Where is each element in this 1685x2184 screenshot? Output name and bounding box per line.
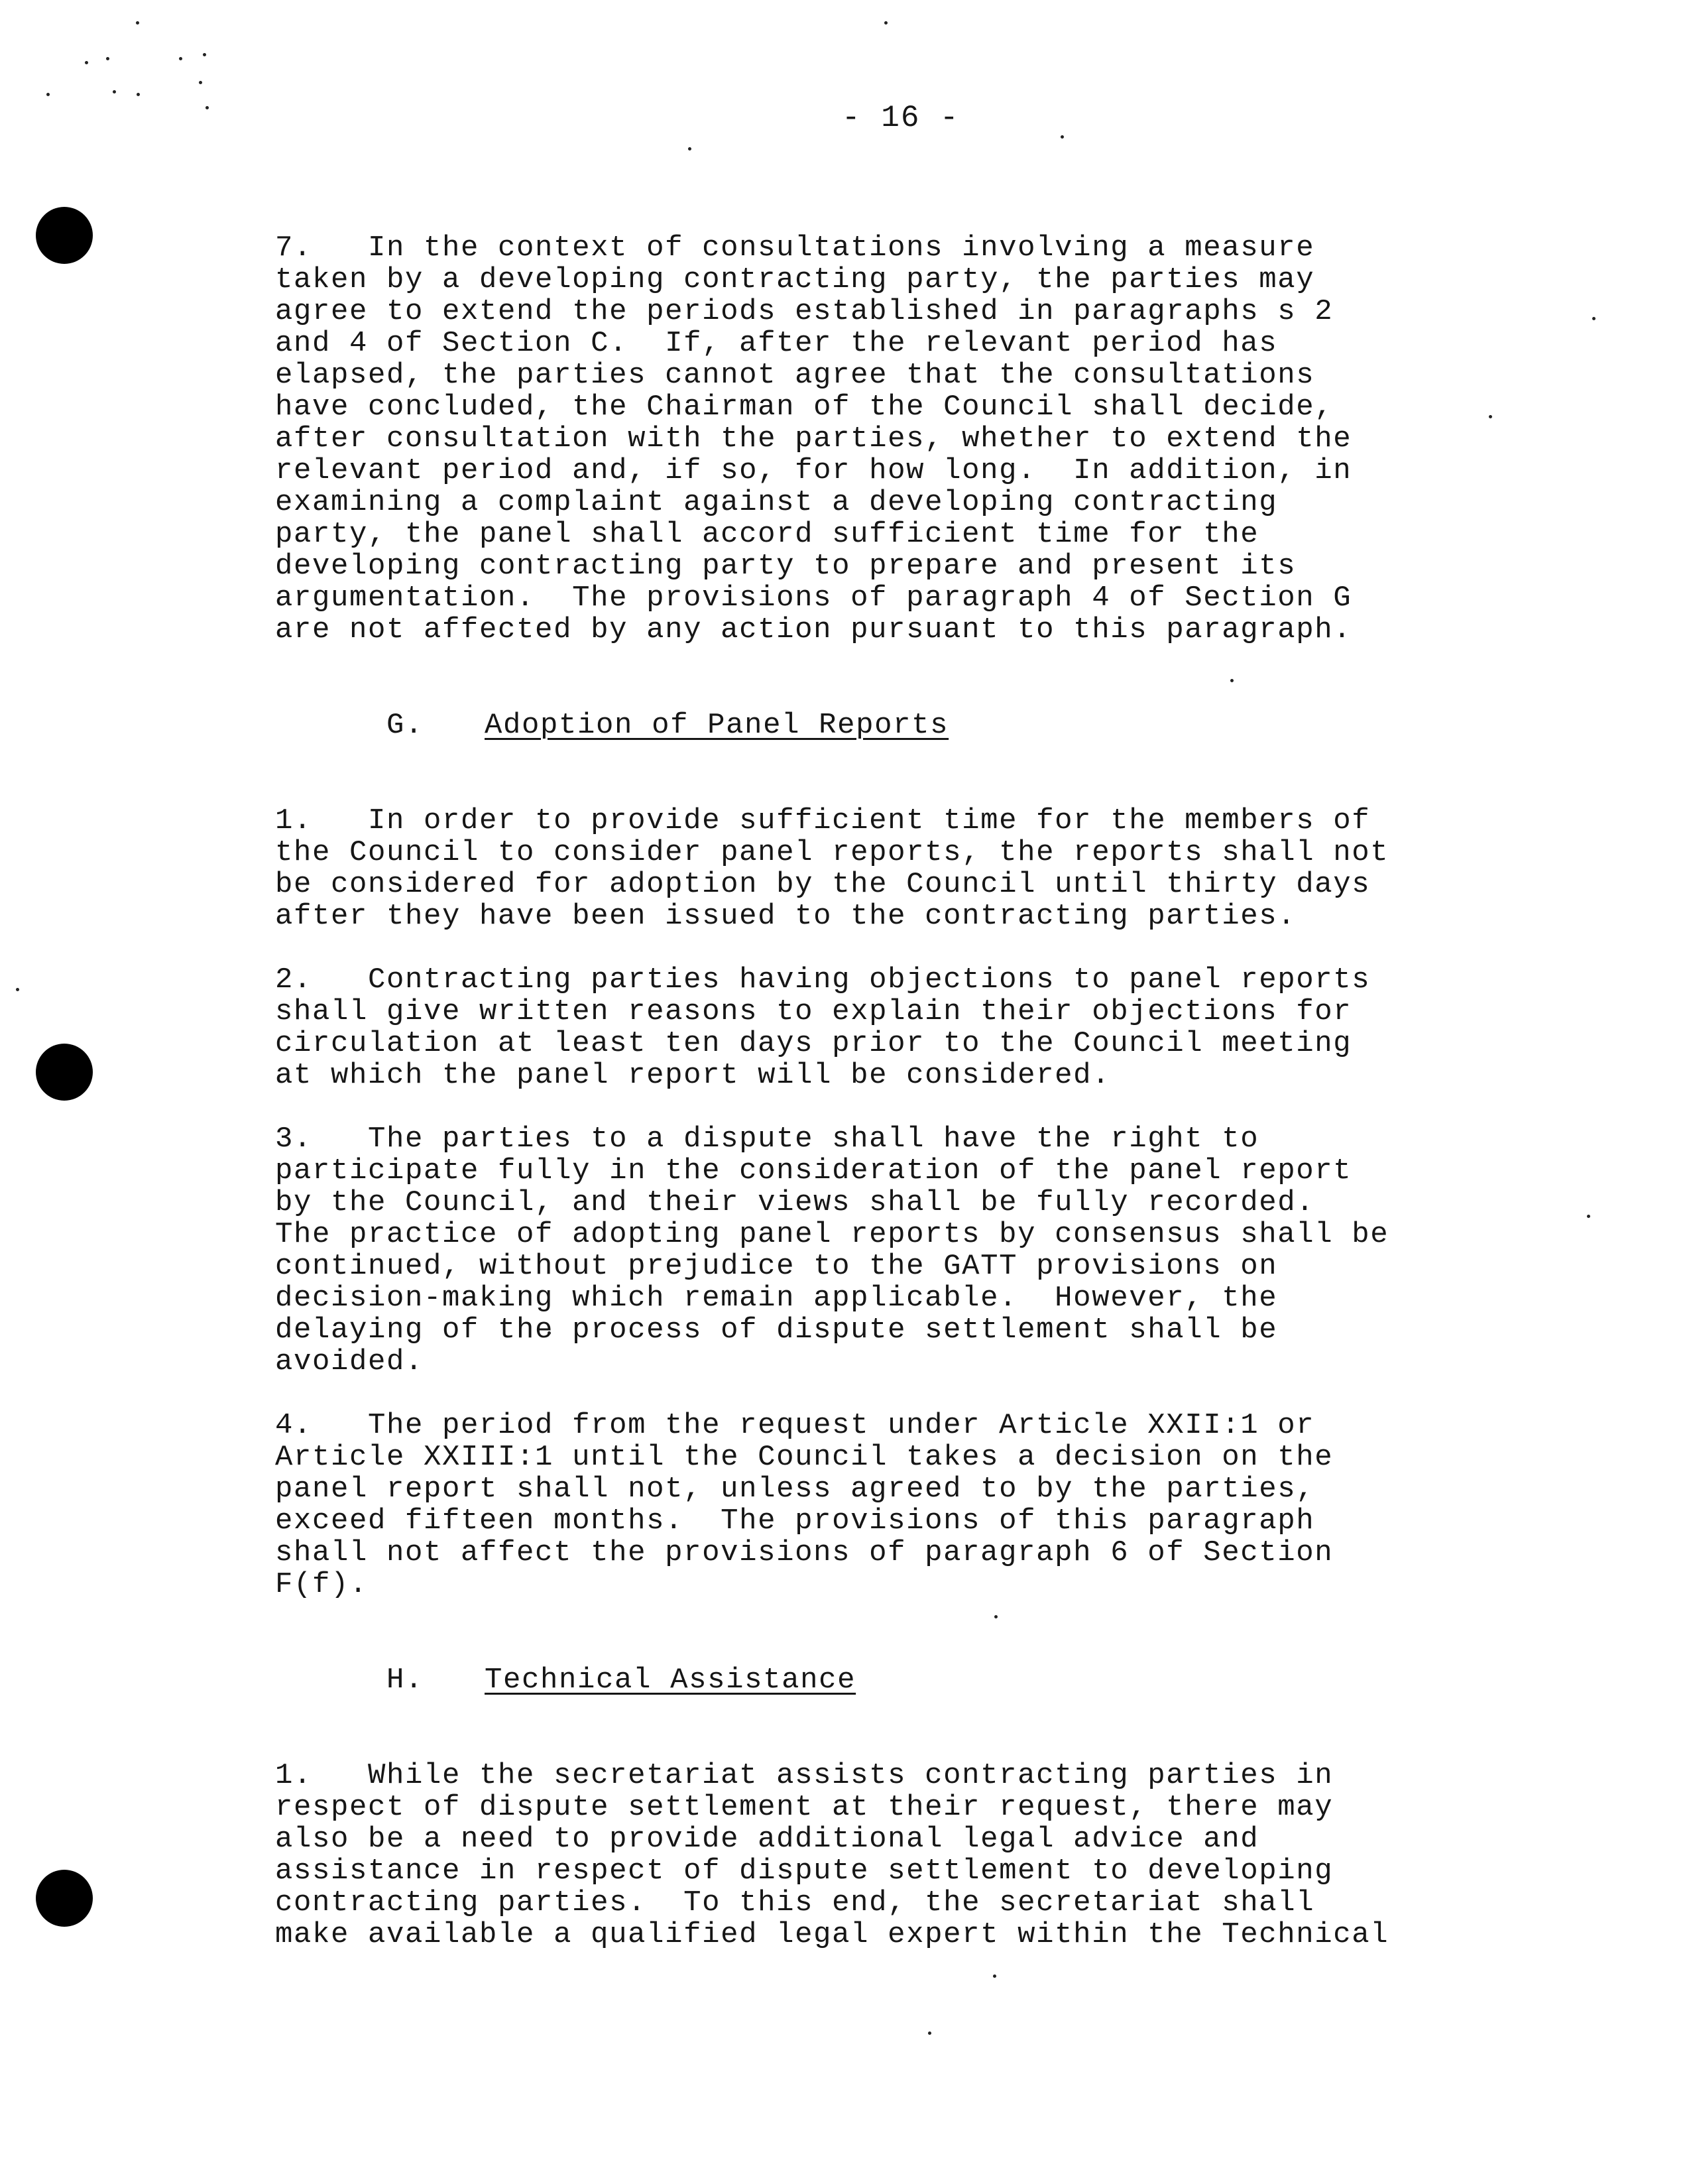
text-line: continued, without prejudice to the GATT provisions on [275,1250,1278,1283]
text-line: shall not affect the provisions of paragraph 6 of Section [275,1536,1334,1569]
text-line: by the Council, and their views shall be fully recorded. [275,1186,1315,1219]
scan-speck [1592,317,1596,320]
text-line: The practice of adopting panel reports by consensus shall be [275,1218,1389,1251]
scan-speck [16,988,19,991]
text-line: after they have been issued to the contracting parties. [275,900,1297,933]
text-line: avoided. [275,1345,424,1378]
text-line: at which the panel report will be considered. [275,1059,1111,1092]
text-line: panel report shall not, unless agreed to by the parties, [275,1473,1315,1506]
text-line: relevant period and, if so, for how long. In addition, in [275,454,1352,487]
text-line: agree to extend the periods established in paragraphs s 2 [275,295,1334,328]
text-line: also be a need to provide additional legal advice and [275,1823,1259,1856]
text-line: taken by a developing contracting party, the parties may [275,263,1315,296]
text-line: the Council to consider panel reports, the reports shall not [275,836,1389,869]
text-line: and 4 of Section C. If, after the relevant period has [275,327,1278,360]
scan-speck [106,57,109,60]
section-g-title: Adoption of Panel Reports [485,709,949,742]
text-line: 7. In the context of consultations involving a measure [275,231,1315,265]
punch-hole-bottom [36,1870,93,1927]
section-g-number: G. [386,709,424,742]
scan-speck [1489,415,1492,418]
text-line: 1. In order to provide sufficient time for the members of [275,804,1371,837]
text-line: Article XXIII:1 until the Council takes a decision on the [275,1441,1334,1474]
body-text [275,232,1442,1951]
section-h-number: H. [386,1664,424,1697]
text-line: have concluded, the Chairman of the Council shall decide, [275,391,1334,424]
text-line: circulation at least ten days prior to the Council meeting [275,1027,1352,1060]
text-line: examining a complaint against a developing contracting [275,486,1278,519]
text-line: delaying of the process of dispute settlement shall be [275,1313,1278,1347]
paragraph-g3 [275,1123,1442,1378]
section-g-heading [275,678,1442,773]
paragraph-h1 [275,1760,1442,1951]
text-line: decision-making which remain applicable. However, the [275,1282,1278,1315]
text-line: participate fully in the consideration of the panel report [275,1154,1352,1187]
scan-speck [179,57,182,60]
text-line: F(f). [275,1568,369,1601]
paragraph-g2 [275,964,1442,1091]
text-line: respect of dispute settlement at their request, there may [275,1791,1334,1824]
scan-speck [928,2032,931,2035]
text-line: 3. The parties to a dispute shall have the right to [275,1122,1259,1156]
text-line: contracting parties. To this end, the secretariat shall [275,1886,1315,1919]
page-number: - 16 - [842,101,960,135]
text-line: party, the panel shall accord sufficient time for the [275,518,1259,551]
scan-speck [688,147,691,151]
text-line: 4. The period from the request under Article XXII:1 or [275,1409,1315,1442]
text-line: argumentation. The provisions of paragraph 4 of Section G [275,581,1352,615]
scan-speck [205,106,209,109]
text-line: assistance in respect of dispute settlement to developing [275,1854,1334,1888]
text-line: developing contracting party to prepare and present its [275,550,1297,583]
paragraph-g4 [275,1410,1442,1601]
scan-speck [1061,135,1064,139]
paragraph-g1 [275,805,1442,932]
text-line: 2. Contracting parties having objections to panel reports [275,963,1371,997]
text-line: make available a qualified legal expert within the Technical [275,1918,1389,1951]
text-line: after consultation with the parties, whether to extend the [275,422,1352,455]
scan-speck [993,1974,996,1978]
scan-speck [199,81,202,84]
text-line: shall give written reasons to explain their objections for [275,995,1352,1028]
text-line: exceed fifteen months. The provisions of this paragraph [275,1504,1315,1538]
scan-speck [136,21,139,25]
text-line: elapsed, the parties cannot agree that the consultations [275,359,1315,392]
scan-speck [85,61,88,64]
scan-speck [1587,1215,1590,1218]
scan-speck [113,90,116,93]
paragraph-f7 [275,232,1442,646]
section-h-heading [275,1632,1442,1728]
text-line: 1. While the secretariat assists contracting parties in [275,1759,1334,1792]
section-h-title: Technical Assistance [485,1664,856,1697]
text-line: are not affected by any action pursuant to this paragraph. [275,613,1352,646]
scan-speck [203,53,206,56]
scan-speck [884,21,888,25]
punch-hole-top [36,207,93,264]
punch-hole-middle [36,1044,93,1101]
scan-speck [46,93,50,96]
scan-speck [137,93,140,96]
text-line: be considered for adoption by the Council until thirty days [275,868,1371,901]
